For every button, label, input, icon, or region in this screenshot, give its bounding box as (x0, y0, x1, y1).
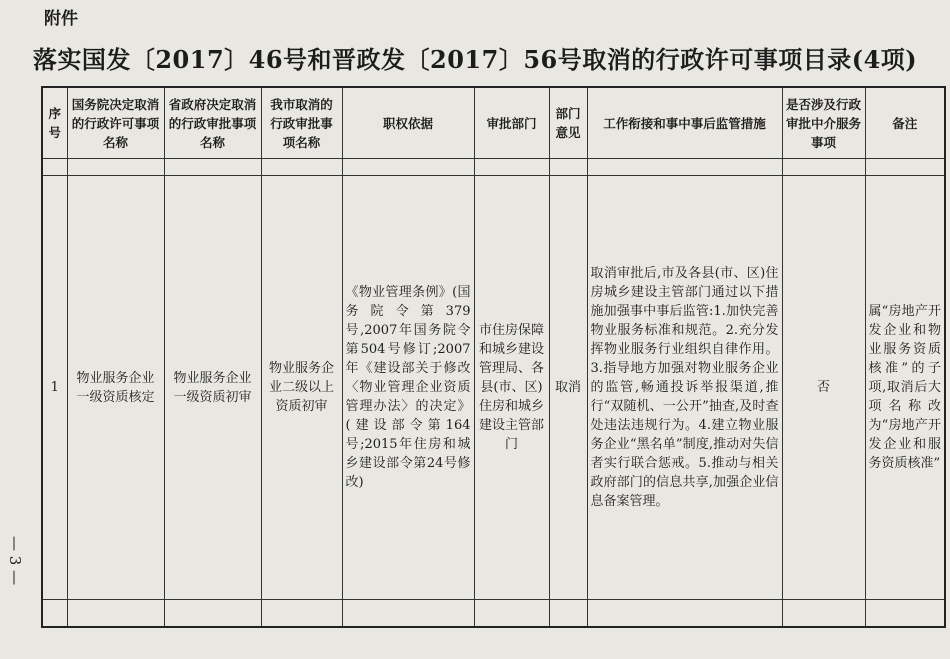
row-state-item: 物业服务企业一级资质核定 (67, 176, 164, 600)
faint-row-bottom (42, 600, 945, 628)
page-number: — 3 — (6, 536, 24, 586)
faint-row-top (42, 159, 945, 176)
approval-items-table (41, 86, 946, 628)
table-row (42, 176, 945, 600)
header-basis: 职权依据 (342, 87, 474, 159)
document-title: 落实国发〔2017〕46号和晋政发〔2017〕56号取消的行政许可事项目录(4项) (32, 45, 918, 74)
header-index: 序号 (42, 87, 67, 159)
header-opinion: 部门意见 (549, 87, 587, 159)
row-basis: 《物业管理条例》(国务院令第379号,2007年国务院令第504号修订;2007年《建设部关于修改〈物业管理企业资质管理办法〉的决定》(建设部令第164号;2015年住房和城乡建设部令第24号修改) (342, 176, 474, 600)
row-measures: 取消审批后,市及各县(市、区)住房城乡建设主管部门通过以下措施加强事中事后监管:1.加快完善物业服务标准和规范。2.充分发挥物业服务行业组织自律作用。3.指导地方加强对物业服务企业的监管,畅通投诉举报渠道,推行“双随机、一公开”抽查,及时查处违法违规行为。4.建立物业服务企业“黑名单”制度,推动对失信者实行联合惩戒。5.推动与相关政府部门的信息共享,加强企业信息备案管理。 (587, 176, 782, 600)
header-intermediary: 是否涉及行政审批中介服务事项 (782, 87, 865, 159)
row-department: 市住房保障和城乡建设管理局、各县(市、区)住房和城乡建设主管部门 (474, 176, 549, 600)
row-city-item: 物业服务企业二级以上资质初审 (261, 176, 342, 600)
row-province-item: 物业服务企业一级资质初审 (164, 176, 261, 600)
header-state-item: 国务院决定取消的行政许可事项名称 (67, 87, 164, 159)
row-opinion: 取消 (549, 176, 587, 600)
header-department: 审批部门 (474, 87, 549, 159)
row-index: 1 (42, 176, 67, 600)
header-province-item: 省政府决定取消的行政审批事项名称 (164, 87, 261, 159)
header-remark: 备注 (865, 87, 945, 159)
header-city-item: 我市取消的行政审批事项名称 (261, 87, 342, 159)
header-measures: 工作衔接和事中事后监管措施 (587, 87, 782, 159)
annex-label: 附件 (44, 9, 78, 29)
table-header-row (42, 87, 945, 159)
row-remark: 属“房地产开发企业和物业服务资质核准”的子项,取消后大项名称改为“房地产开发企业和服务资质核准” (865, 176, 945, 600)
row-intermediary: 否 (782, 176, 865, 600)
